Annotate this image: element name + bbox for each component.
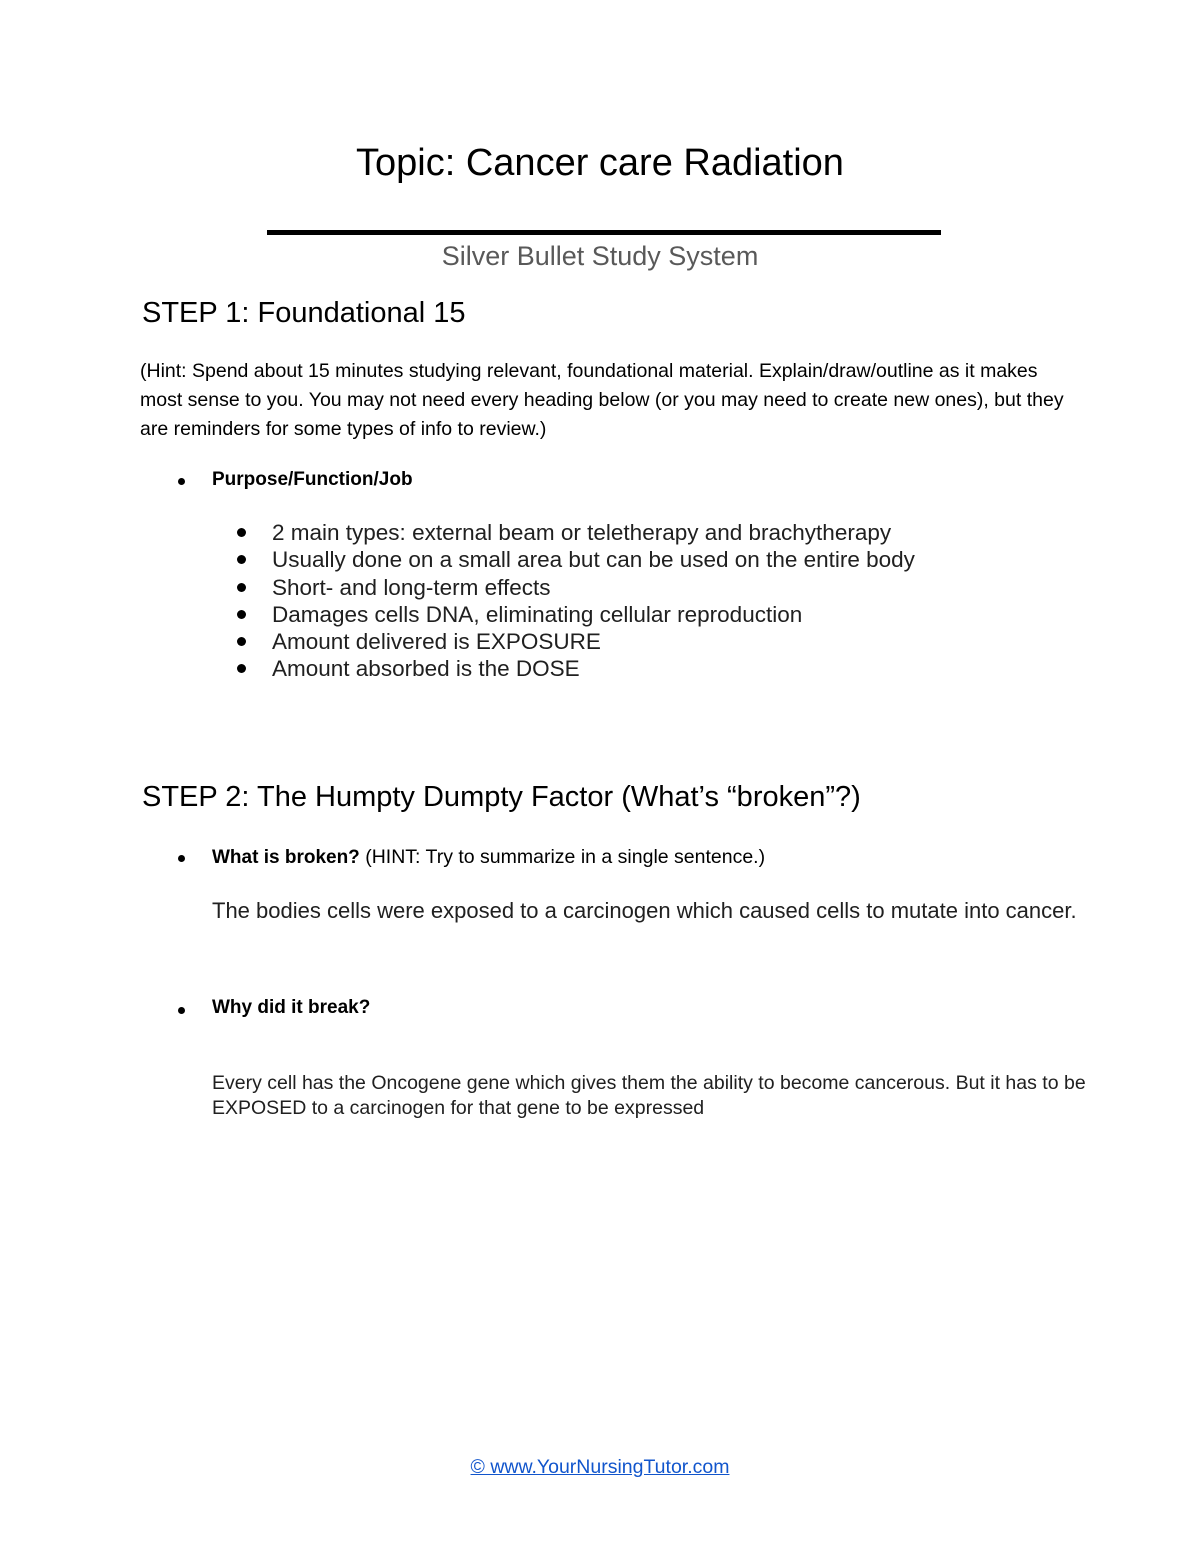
page-title: Topic: Cancer care Radiation [356, 142, 844, 184]
broken-answer: The bodies cells were exposed to a carcinogen which caused cells to mutate into cancer. [212, 898, 1077, 923]
list-item-text: Amount absorbed is the DOSE [272, 656, 580, 682]
list-item [0, 519, 1200, 546]
step2-heading: STEP 2: The Humpty Dumpty Factor (What’s “broken”?) [142, 781, 861, 813]
step1-hint-text: (Hint: Spend about 15 minutes studying relevant, foundational material. Explain/draw/outline as it makes most sense to you. You may not need every heading below (or you may need to create new ones), but they are reminders for some types of info to review.) [140, 360, 1064, 440]
footer-link[interactable]: © www.YourNursingTutor.com [470, 1456, 730, 1478]
list-item [0, 601, 1200, 628]
list-item [0, 574, 1200, 601]
step1-heading: STEP 1: Foundational 15 [142, 297, 466, 329]
page-subtitle: Silver Bullet Study System [441, 241, 759, 271]
list-item [0, 546, 1200, 573]
bullet-icon [178, 855, 185, 862]
list-item [0, 655, 1200, 682]
bullet-icon [178, 478, 185, 485]
list-item [0, 628, 1200, 655]
broken-hint: (HINT: Try to summarize in a single sentence.) [359, 846, 766, 868]
bullet-icon [178, 1007, 185, 1014]
list-item-text: Short- and long-term effects [272, 574, 551, 600]
why-answer: Every cell has the Oncogene gene which gives them the ability to become cancerous. But it has to be EXPOSED to a carcinogen for that gene to be expressed [212, 1072, 1086, 1119]
purpose-list [0, 519, 1200, 683]
list-item-text: Amount delivered is EXPOSURE [272, 629, 601, 655]
bullet-icon [237, 555, 246, 564]
broken-question [212, 845, 765, 870]
bullet-icon [237, 637, 246, 646]
list-item-text: 2 main types: external beam or teletherapy and brachytherapy [272, 520, 892, 545]
bullet-icon [237, 664, 246, 673]
broken-label: What is broken? [212, 847, 360, 868]
bullet-icon [237, 583, 246, 592]
list-item-text: Damages cells DNA, eliminating cellular reproduction [272, 601, 803, 627]
title-divider [267, 230, 941, 235]
bullet-icon [237, 528, 246, 537]
purpose-label: Purpose/Function/Job [212, 469, 413, 490]
why-label: Why did it break? [212, 997, 371, 1018]
list-item-text: Usually done on a small area but can be used on the entire body [272, 547, 915, 573]
bullet-icon [237, 610, 246, 619]
